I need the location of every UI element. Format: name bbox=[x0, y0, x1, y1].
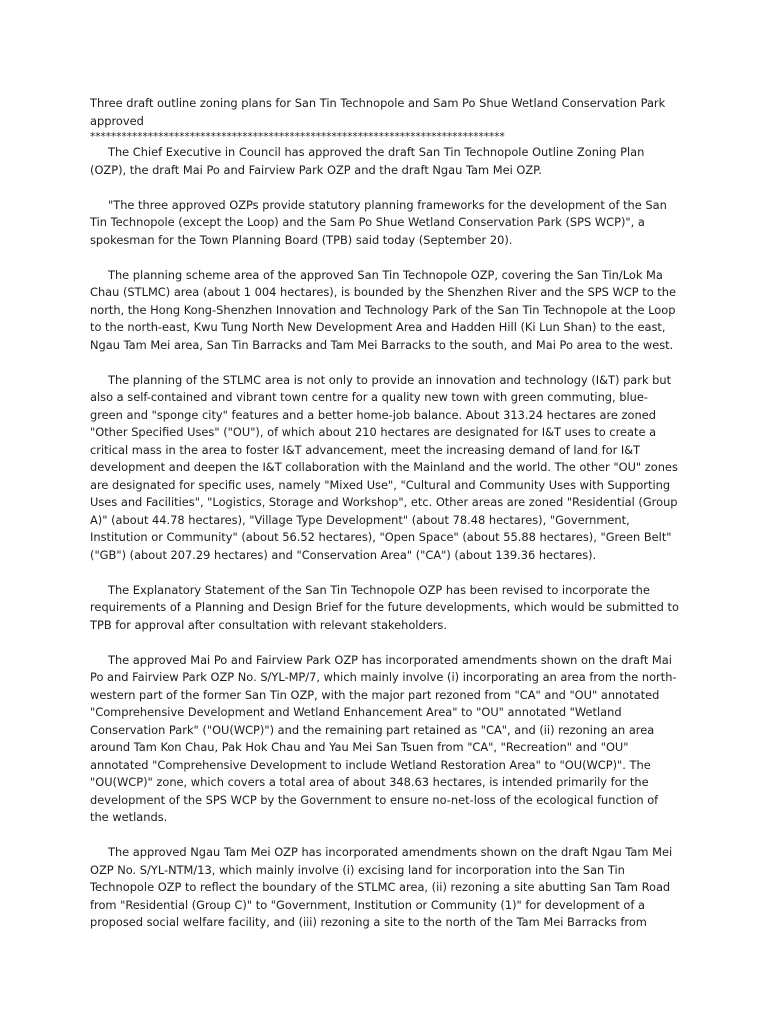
paragraph-3: The planning scheme area of the approved San Tin Technopole OZP, covering the San Tin/Lok Ma Chau (STLMC) area (about 1 004 hectares), is bounded by the Shenzhen River and the SPS WCP to the north, the Hong Kong-Shenzhen Innovation and Technology Park of the San Tin Technopole at the Loop to the north-east, Kwu Tung North New Development Area and Hadden Hill (Ki Lun Shan) to the east, Ngau Tam Mei area, San Tin Barracks and Tam Mei Barracks to the south, and Mai Po area to the west. bbox=[90, 267, 676, 352]
paragraph-4: The planning of the STLMC area is not only to provide an innovation and technology (I&T) park but also a self-contained and vibrant town centre for a quality new town with green commuting, blue-green and "sponge city" features and a better home-job balance. About 313.24 hectares are zoned "Other Specified Uses" ("OU"), of which about 210 hectares are designated for I&T uses to create a critical mass in the area to foster I&T advancement, meet the increasing demand of land for I&T development and deepen the I&T collaboration with the Mainland and the world. The other "OU" zones are designated for specific uses, namely "Mixed Use", "Cultural and Community Uses with Supporting Uses and Facilities", "Logistics, Storage and Workshop", etc. Other areas are zoned "Residential (Group A)" (about 44.78 hectares), "Village Type Development" (about 78.48 hectares), "Government, Institution or Community" (about 56.52 hectares), "Open Space" (about 55.88 hectares), "Green Belt" ("GB") (about 207.29 hectares) and "Conservation Area" ("CA") (about 139.36 hectares). bbox=[90, 372, 678, 562]
paragraph-1: The Chief Executive in Council has approved the draft San Tin Technopole Outline Zoning Plan (OZP), the draft Mai Po and Fairview Park OZP and the draft Ngau Tam Mei OZP. bbox=[90, 145, 645, 177]
title-separator: ******************************************************************************* bbox=[90, 131, 505, 143]
paragraph-2: "The three approved OZPs provide statutory planning frameworks for the development of the San Tin Technopole (except the Loop) and the Sam Po Shue Wetland Conservation Park (SPS WCP)", a spokesman for the Town Planning Board (TPB) said today (September 20). bbox=[90, 197, 667, 247]
paragraph-5: The Explanatory Statement of the San Tin Technopole OZP has been revised to incorporate the requirements of a Planning and Design Brief for the future developments, which would be submitted to TPB for approval after consultation with relevant stakeholders. bbox=[90, 582, 679, 632]
paragraph-7: The approved Ngau Tam Mei OZP has incorporated amendments shown on the draft Ngau Tam Mei OZP No. S/YL-NTM/13, which mainly involve (i) excising land for incorporation into the San Tin Technopole OZP to reflect the boundary of the STLMC area, (ii) rezoning a site abutting San Tam Road from "Residential (Group C)" to "Government, Institution or Community (1)" for development of a proposed social welfare facility, and (iii) rezoning a site to the north of the Tam Mei Barracks from bbox=[90, 845, 673, 929]
press-release bbox=[90, 95, 680, 949]
paragraph-6: The approved Mai Po and Fairview Park OZP has incorporated amendments shown on the draft Mai Po and Fairview Park OZP No. S/YL-MP/7, which mainly involve (i) incorporating an area from the north-western part of the former San Tin OZP, with the major part rezoned from "CA" and "OU" annotated "Comprehensive Development and Wetland Enhancement Area" to "OU" annotated "Wetland Conservation Park" ("OU(WCP)") and the remaining part retained as "CA", and (ii) rezoning an area around Tam Kon Chau, Pak Hok Chau and Yau Mei San Tsuen from "CA", "Recreation" and "OU" annotated "Comprehensive Development to include Wetland Restoration Area" to "OU(WCP)". The "OU(WCP)" zone, which covers a total area of about 348.63 hectares, is intended primarily for the development of the SPS WCP by the Government to ensure no-net-loss of the ecological function of the wetlands. bbox=[90, 652, 677, 824]
document-title: Three draft outline zoning plans for San Tin Technopole and Sam Po Shue Wetland Conservation Park approved bbox=[90, 96, 666, 128]
